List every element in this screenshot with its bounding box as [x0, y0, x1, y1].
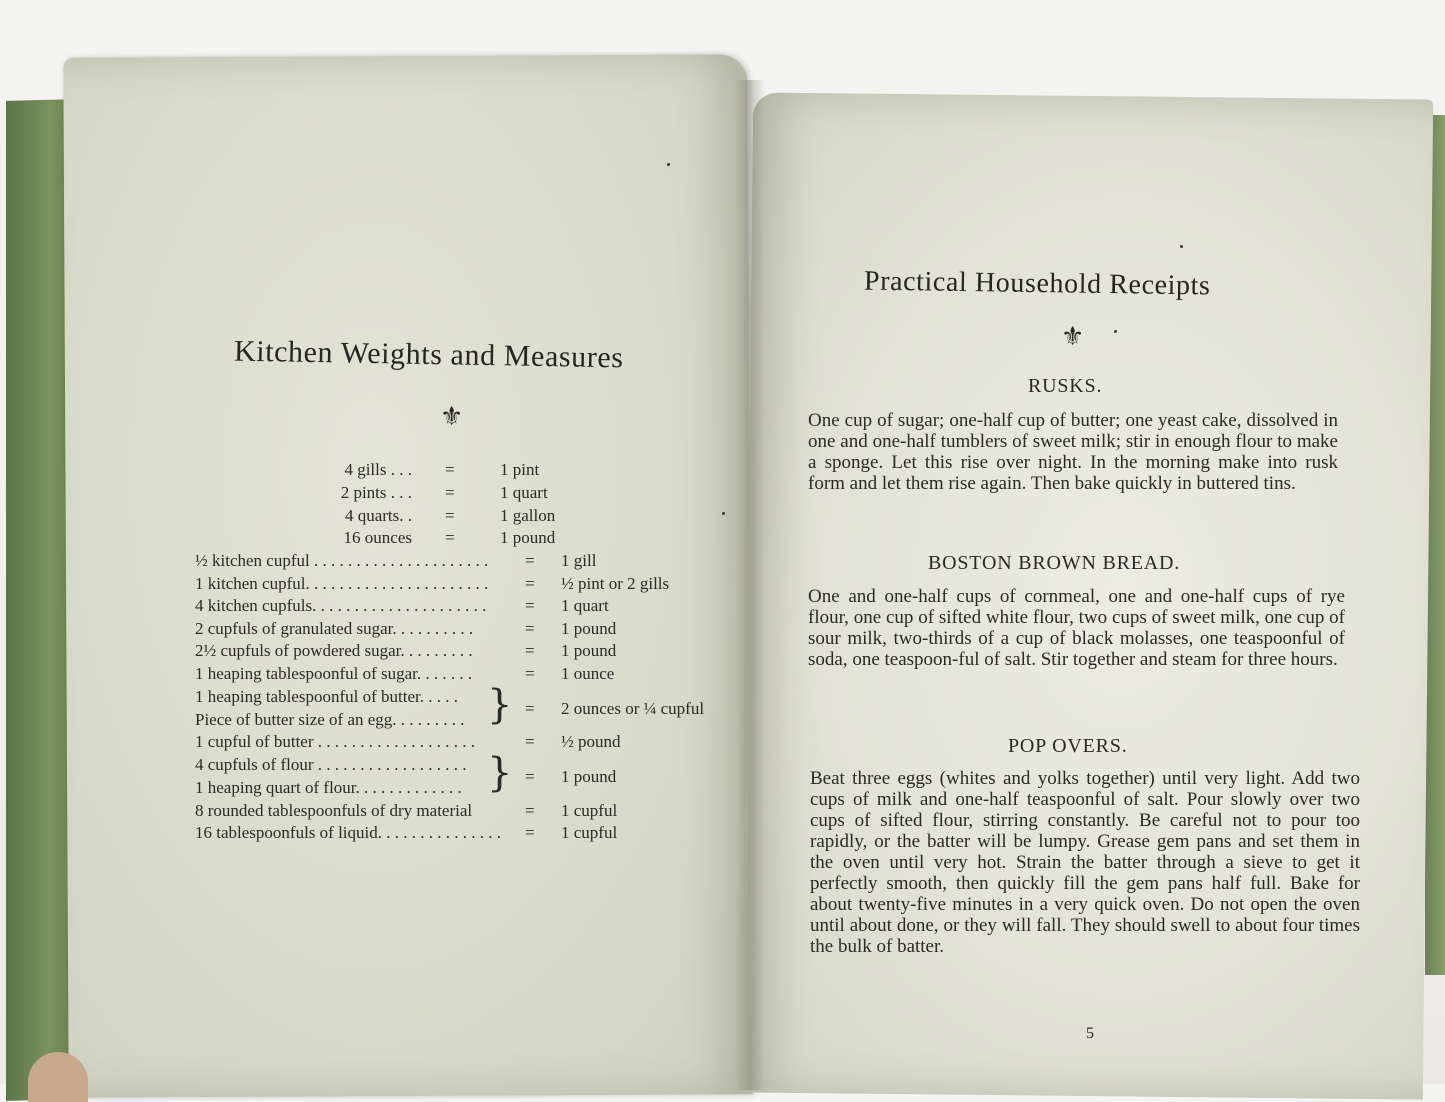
measure-from: 2 pints . . .	[340, 483, 412, 502]
measure-to: 1 pound	[500, 528, 556, 547]
measure-to: 1 ounce	[561, 664, 615, 683]
equals-sign: =	[445, 528, 455, 547]
measure-to: 1 gill	[561, 551, 597, 570]
equals-sign: =	[445, 483, 455, 502]
measure-to: 2 ounces or ¼ cupful	[561, 699, 705, 718]
measure-to: 1 pound	[561, 641, 617, 660]
left-page-title: Kitchen Weights and Measures	[233, 334, 624, 375]
measure-to: 1 pound	[561, 619, 617, 638]
measure-from: 1 heaping quart of flour. . . . . . . . . . . . .	[195, 778, 462, 797]
ink-speck	[722, 512, 725, 515]
measure-to: 1 cupful	[561, 823, 618, 842]
equals-sign: =	[525, 767, 535, 786]
page-number: 5	[1086, 1025, 1094, 1042]
recipe-heading: RUSKS.	[1028, 375, 1103, 397]
measure-to: ½ pound	[561, 732, 621, 751]
recipe-heading: BOSTON BROWN BREAD.	[928, 552, 1181, 574]
measure-to: 1 cupful	[561, 801, 618, 820]
measure-to: ½ pint or 2 gills	[561, 574, 670, 593]
fleur-de-lis-icon: ⚜	[1061, 322, 1085, 351]
equals-sign: =	[445, 460, 455, 479]
brace-icon: }	[487, 750, 513, 796]
measure-from: 4 kitchen cupfuls. . . . . . . . . . . . . . . . . . . . .	[195, 596, 487, 615]
measure-from: Piece of butter size of an egg. . . . . . . . .	[195, 710, 465, 729]
ink-speck	[1180, 245, 1183, 248]
measure-from: 2½ cupfuls of powdered sugar. . . . . . . . .	[195, 641, 473, 660]
equals-sign: =	[525, 823, 535, 842]
recipe-body: One and one-half cups of cornmeal, one and one-half cups of rye flour, one cup of sifted white flour, two cups of sweet milk, one cup of sour milk, two-thirds of a cup of black molasses, one teaspoonful of soda, one teaspoon-ful of salt. Stir together and steam for three hours.	[808, 586, 1345, 670]
measure-to: 1 quart	[500, 483, 548, 502]
recipe-body: One cup of sugar; one-half cup of butter; one yeast cake, dissolved in one and one-half tumblers of sweet milk; stir in enough flour to make a sponge. Let this rise over night. In the morning make into rusk form and let them rise again. Then bake quickly in buttered tins.	[808, 410, 1338, 494]
fleur-de-lis-icon: ⚜	[440, 402, 464, 431]
measure-from: 1 heaping tablespoonful of sugar. . . . . . .	[195, 664, 473, 683]
measure-from: 8 rounded tablespoonfuls of dry material	[195, 801, 473, 820]
equals-sign: =	[525, 664, 535, 683]
recipe-body: Beat three eggs (whites and yolks together) until very light. Add two cups of milk and one-half teaspoonful of salt. Pour slowly over two cups of sifted flour, stirring constantly. Be careful not to pour too rapidly, or the batter will be lumpy. Grease gem pans and set them in the oven until very hot. Strain the batter through a sieve to get it perfectly smooth, then quickly fill the gem pans half full. Bake for about twenty-five minutes in a very quick oven. Do not open the oven until about done, or they will fall. They should swell to about four times the bulk of batter.	[810, 768, 1360, 957]
measure-from: 4 gills . . .	[344, 460, 412, 479]
measure-to: 1 pint	[500, 460, 540, 479]
measure-from: 4 quarts. .	[344, 506, 412, 525]
measure-from: 2 cupfuls of granulated sugar. . . . . . . . . .	[195, 619, 474, 638]
equals-sign: =	[525, 801, 535, 820]
equals-sign: =	[525, 551, 535, 570]
measure-from: 1 kitchen cupful. . . . . . . . . . . . . . . . . . . . . .	[195, 574, 489, 593]
equals-sign: =	[445, 506, 455, 525]
measure-from: 1 cupful of butter . . . . . . . . . . . . . . . . . . .	[195, 732, 475, 751]
measure-to: 1 quart	[561, 596, 609, 615]
measure-from: 1 heaping tablespoonful of butter. . . . .	[195, 687, 458, 706]
book-gutter	[735, 80, 765, 1090]
ink-speck	[1114, 330, 1117, 333]
right-page-title: Practical Household Receipts	[863, 265, 1211, 302]
recipe-heading: POP OVERS.	[1008, 735, 1128, 757]
equals-sign: =	[525, 699, 535, 718]
ink-speck	[667, 163, 670, 166]
measure-from: ½ kitchen cupful . . . . . . . . . . . . . . . . . . . . .	[195, 551, 489, 570]
measure-to: 1 pound	[561, 767, 617, 786]
equals-sign: =	[525, 732, 535, 751]
equals-sign: =	[525, 574, 535, 593]
equals-sign: =	[525, 596, 535, 615]
brace-icon: }	[487, 682, 513, 728]
measure-from: 16 ounces	[343, 528, 412, 547]
equals-sign: =	[525, 619, 535, 638]
equals-sign: =	[525, 641, 535, 660]
measure-from: 4 cupfuls of flour . . . . . . . . . . . . . . . . . .	[195, 755, 467, 774]
measure-from: 16 tablespoonfuls of liquid. . . . . . . . . . . . . . .	[195, 823, 501, 842]
measure-to: 1 gallon	[500, 506, 556, 525]
